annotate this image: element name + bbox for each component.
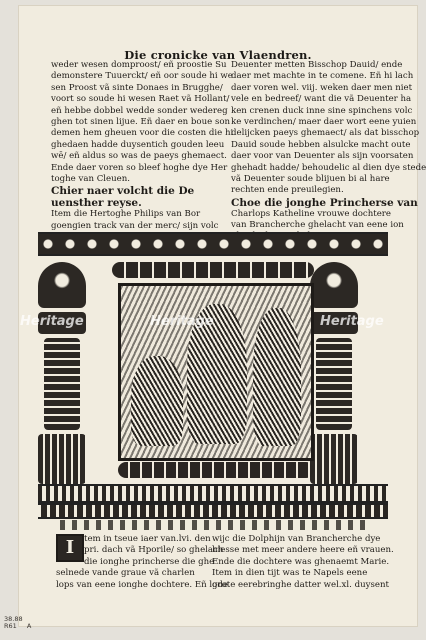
text-line: voort so soude hi wesen Raet vã Hollant/ xyxy=(51,94,230,105)
figure-standing-right xyxy=(253,308,301,446)
text-line: tem in tseue iaer van.lvi. den xyxy=(84,534,211,544)
text-line: Ende die dochtere was ghenaemt Marie. xyxy=(212,556,390,567)
woodcut-illustration xyxy=(118,283,314,461)
text-line: demonstere Tuuerckt/ eñ oor soude hi we xyxy=(51,71,233,82)
text-line: ke verdinchen/ maer daer wort eene yuien xyxy=(231,116,417,127)
ornament-above-woodcut xyxy=(112,262,314,278)
text-line: ghen tot sinen lijue. Eñ daer en boue son xyxy=(51,116,231,127)
text-line: selnede vande graue vã charlen xyxy=(56,568,195,579)
text-line: vã Deuenter soude blijuen bi al hare xyxy=(231,173,390,184)
pillar-base xyxy=(310,434,358,484)
text-column-right xyxy=(231,60,426,238)
text-line: Deuenter metten Bisschop Dauid/ ende xyxy=(231,60,403,70)
section-heading: Chier naer volcht die De xyxy=(51,185,195,198)
text-line: daer met machte in te comene. Eñ hi lach xyxy=(231,71,414,82)
text-line: wijc die Dolphijn van Brancherche dye xyxy=(212,534,381,544)
watermark-text: Heritage xyxy=(20,314,84,329)
pillar-shaft xyxy=(316,338,352,430)
text-line: sen Proost vã sinte Donaes in Brugghe/ xyxy=(51,82,223,93)
text-line: ken crenen duck inne sine spinchens volc xyxy=(231,105,413,116)
page-header: Die cronicke van Vlaendren. xyxy=(124,48,312,62)
text-line: goengien track van der merc/ sijn volc xyxy=(51,220,219,231)
text-line: Item in dien tijt was te Napels eene xyxy=(212,568,368,579)
urn-ornament xyxy=(310,262,358,308)
ornament-below-woodcut xyxy=(118,462,314,478)
text-line: delijcken paeys ghemaect/ als dat bisschop xyxy=(231,128,420,139)
text-line: van Brancherche ghelacht van eene ion xyxy=(231,220,404,231)
text-column-left xyxy=(51,60,234,238)
text-line: daer voor van Deuenter als sijn voorsaten xyxy=(231,151,414,162)
text-line: demen hem gheuen voor die costen die hi xyxy=(51,128,234,139)
accession-number xyxy=(4,616,31,630)
pillar-base xyxy=(38,434,86,484)
text-line: wē/ eñ aldus so was de paeys ghemaect. xyxy=(51,151,227,162)
text-line: weder wesen domproost/ eñ proostie Su xyxy=(51,60,227,70)
text-line: ghedaen hadde duysentich gouden leeu xyxy=(51,139,225,150)
text-line: toghe van Cleuen. xyxy=(51,173,131,184)
ornamental-band xyxy=(38,503,388,519)
accession-line: R61 xyxy=(4,622,17,630)
text-column-bottom-right xyxy=(212,534,394,606)
ornamental-scroll-band xyxy=(38,232,388,256)
watermark-text: Heritage xyxy=(320,314,384,329)
text-line: pri. dach vã Hporile/ so ghelach xyxy=(84,545,224,556)
text-column-bottom-left xyxy=(56,534,228,606)
section-heading: Choe die jonghe Princherse van xyxy=(231,196,418,209)
figure-seated-left xyxy=(131,356,183,446)
text-line: rechten ende preuilegien. xyxy=(231,185,344,196)
ornamental-pillar-right xyxy=(306,262,362,484)
text-line: Ende daer voren so bleef hoghe dye Her xyxy=(51,162,228,173)
ornamental-fringe xyxy=(60,520,370,530)
accession-line: A xyxy=(26,622,32,630)
text-line: eñ hebbe dobbel wedde sonder wedereg xyxy=(51,105,228,116)
text-line: vele en bedreef/ want die vã Deuenter ha xyxy=(231,94,412,105)
text-line: grote eerebringhe datter wel.xl. duysent xyxy=(212,579,389,590)
ornamental-pillar-left xyxy=(34,262,90,484)
text-line: Dauid soude hebben alsulcke macht oute xyxy=(231,139,411,150)
text-line: daer voren wel. viij. weken daer men niet xyxy=(231,82,413,93)
text-line: die ionghe princherse die ghe xyxy=(84,556,215,567)
accession-line: 38.88 xyxy=(4,615,23,623)
section-heading-continued: uensther reyse. xyxy=(51,197,142,210)
ornamental-band xyxy=(38,484,388,503)
urn-ornament xyxy=(38,262,86,308)
pillar-shaft xyxy=(44,338,80,430)
text-line: Item die Hertoghe Philips van Bor xyxy=(51,209,201,220)
text-line: ghehadt hadde/ behoudelic al dien dye stede xyxy=(231,162,426,173)
text-line: lops van eene ionghe dochtere. Eñ lode xyxy=(56,579,228,590)
text-line: Charlops Katheline vrouwe dochtere xyxy=(231,208,391,219)
watermark-text: Heritage xyxy=(150,314,214,329)
text-line: hiesse met meer andere heere eñ vrauen. xyxy=(212,545,394,556)
decorated-initial: I xyxy=(56,534,84,562)
